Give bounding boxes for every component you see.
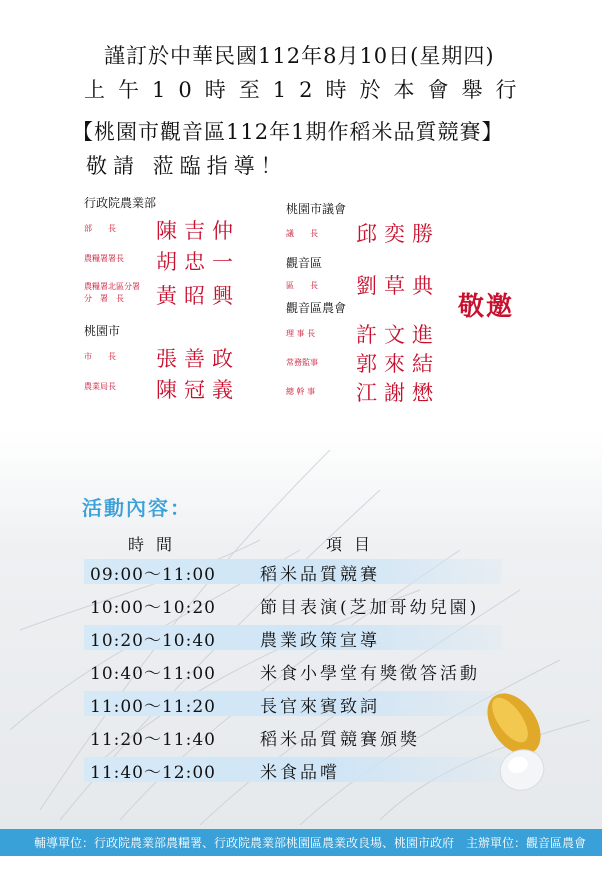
schedule-time: 11:40～12:00 (90, 763, 216, 783)
guest-name: 郭來結 (356, 352, 440, 376)
guest-name: 許文進 (356, 323, 440, 347)
guest-role: 部 長 (84, 224, 116, 233)
schedule-item: 米食品嚐 (260, 763, 340, 783)
guest-name: 黃昭興 (156, 284, 240, 308)
schedule-item: 稻米品質競賽頒獎 (260, 730, 420, 750)
guest-name: 張善政 (156, 347, 240, 371)
guest-role: 農業局長 (84, 382, 116, 391)
footer-organizers: 輔導單位：行政院農業部農糧署、行政院農業部桃園區農業改良場、桃園市政府 主辦單位：觀音區農會 (34, 836, 587, 850)
schedule-time: 10:20～10:40 (90, 631, 216, 651)
activity-title: 活動內容： (82, 496, 192, 520)
schedule-time: 10:00～10:20 (90, 598, 216, 618)
guest-role: 市 長 (84, 352, 116, 361)
rice-grain-icon (470, 690, 560, 800)
guest-name: 陳吉仲 (156, 219, 240, 243)
invitation-date: 謹訂於中華民國112年8月10日(星期四) (104, 44, 495, 68)
guest-role: 理 事 長 (286, 329, 316, 338)
footer-bar (0, 829, 602, 856)
schedule-row (84, 757, 502, 782)
guest-group-title: 桃園市議會 (286, 202, 347, 216)
schedule-time: 11:00～11:20 (90, 697, 216, 717)
schedule-item: 長官來賓致詞 (260, 697, 380, 717)
guest-role: 農糧署署長 (84, 254, 124, 263)
guest-role: 總 幹 事 (286, 387, 316, 396)
invitation-request: 敬請 蒞臨指導！ (86, 154, 288, 178)
guest-role: 區 長 (286, 281, 318, 290)
guest-name: 劉草典 (356, 274, 440, 298)
schedule-row (84, 559, 502, 584)
schedule-row (84, 625, 502, 650)
guest-group-title: 行政院農業部 (84, 196, 157, 210)
event-title: 【桃園市觀音區112年1期作稻米品質競賽】 (72, 120, 504, 144)
schedule-time: 09:00～11:00 (90, 565, 216, 585)
schedule-time: 10:40～11:00 (90, 664, 216, 684)
schedule-item: 節目表演(芝加哥幼兒園) (260, 598, 480, 618)
schedule-row (84, 658, 502, 683)
schedule-item: 農業政策宣導 (260, 631, 380, 651)
guest-role: 分 署 長 (84, 294, 124, 303)
guest-role: 常務監事 (286, 358, 318, 367)
guest-name: 胡忠一 (156, 250, 240, 274)
guest-name: 陳冠義 (156, 378, 240, 402)
guest-group-title: 觀音區農會 (286, 301, 347, 315)
column-header-time: 時間 (128, 535, 185, 554)
column-header-item: 項目 (326, 535, 383, 554)
guest-name: 江謝懋 (356, 381, 440, 405)
schedule-row (84, 592, 502, 617)
guest-group-title: 桃園市 (84, 324, 121, 338)
schedule-item: 米食小學堂有獎徵答活動 (260, 664, 480, 684)
guest-group-title: 觀音區 (286, 256, 323, 270)
invitation-time: 上午10時至12時於本會舉行 (84, 78, 530, 102)
schedule-item: 稻米品質競賽 (260, 565, 380, 585)
schedule-row (84, 691, 502, 716)
schedule-time: 11:20～11:40 (90, 730, 216, 750)
invite-stamp: 敬邀 (458, 292, 515, 322)
schedule-row (84, 724, 502, 749)
guest-name: 邱奕勝 (356, 222, 440, 246)
guest-role: 議 長 (286, 229, 318, 238)
guest-role: 農糧署北區分署 (84, 282, 140, 291)
